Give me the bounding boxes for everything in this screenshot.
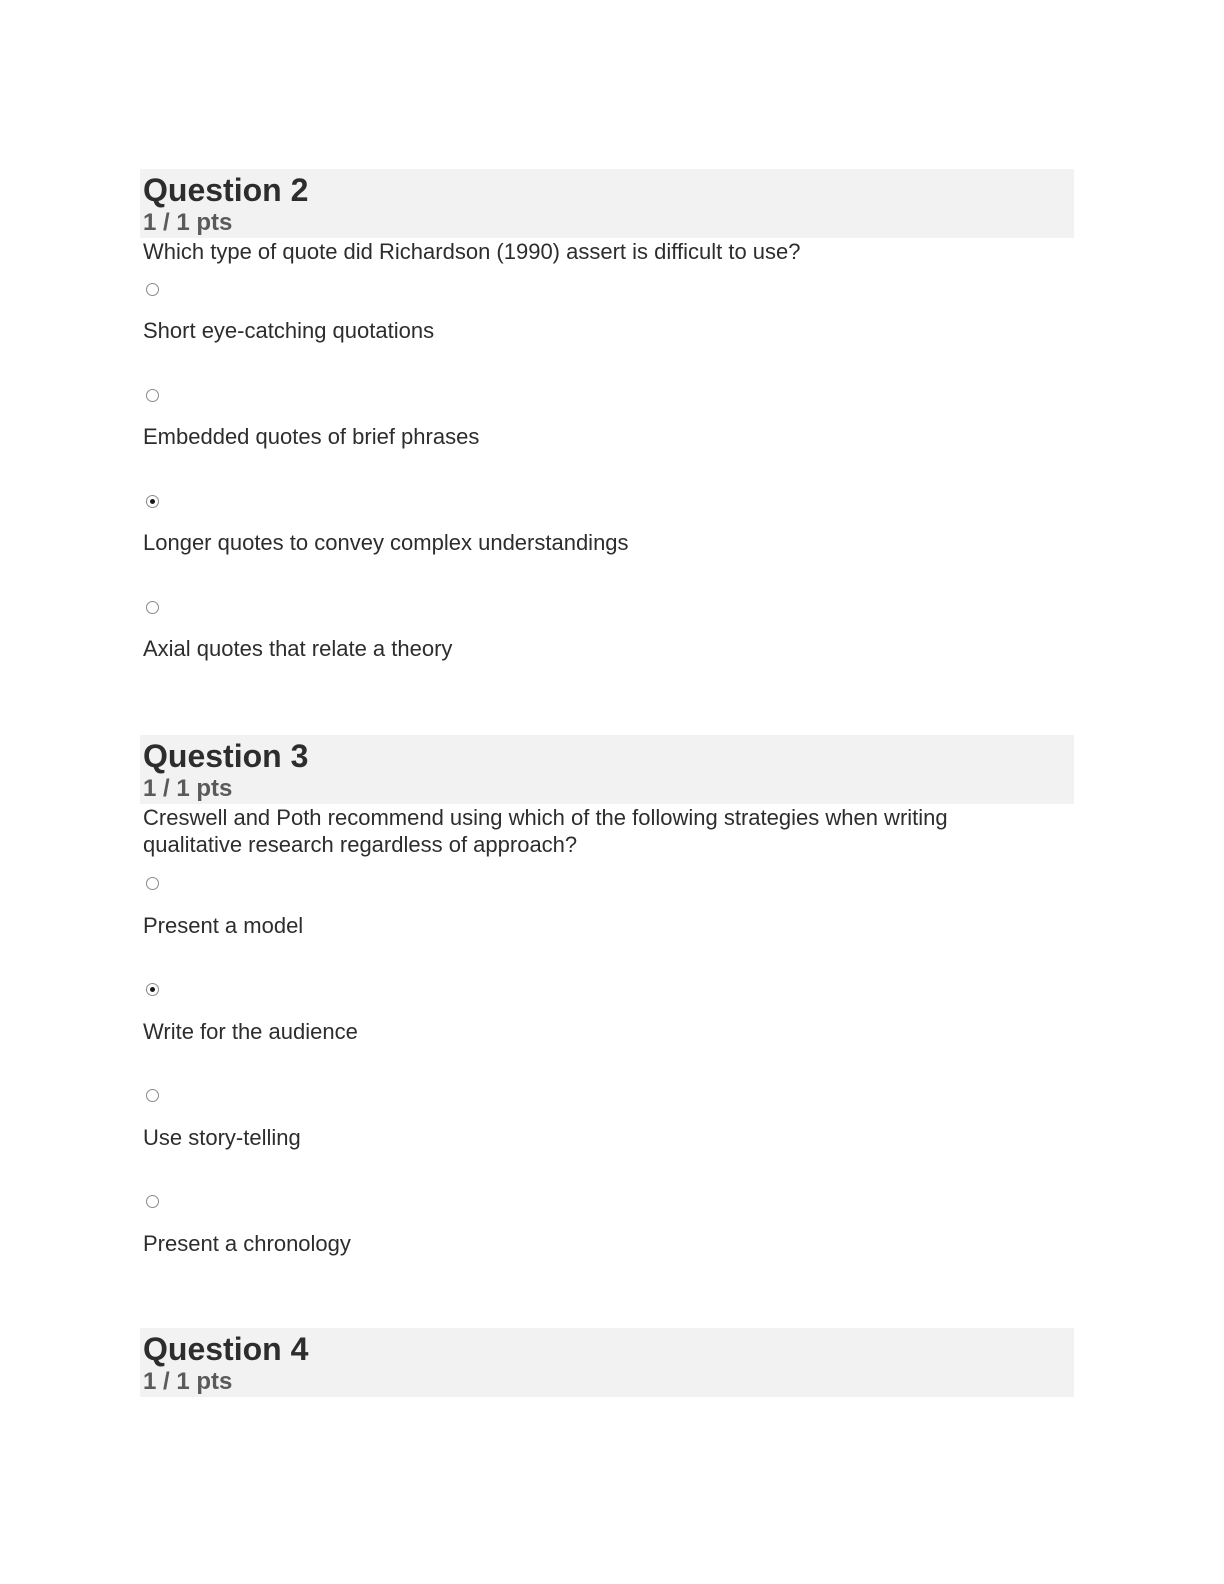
question-header — [140, 169, 1074, 238]
question-points: 1 / 1 pts — [143, 775, 233, 802]
question-text-line: qualitative research regardless of approach? — [143, 832, 578, 857]
radio-button[interactable] — [146, 389, 159, 402]
answer-option[interactable] — [143, 583, 1074, 689]
radio-button[interactable] — [146, 283, 159, 296]
radio-button-selected[interactable] — [146, 495, 159, 508]
question-title: Question 3 — [143, 738, 309, 774]
question-header — [140, 735, 1074, 804]
radio-button-selected[interactable] — [146, 983, 159, 996]
answer-label: Axial quotes that relate a theory — [143, 636, 453, 661]
question-header — [140, 1328, 1074, 1397]
radio-button[interactable] — [146, 601, 159, 614]
question-text — [140, 804, 1074, 858]
answer-label: Longer quotes to convey complex understandings — [143, 530, 629, 555]
answer-label: Use story-telling — [143, 1125, 301, 1150]
question-3 — [140, 735, 1074, 1282]
question-4 — [140, 1328, 1074, 1397]
question-text: Which type of quote did Richardson (1990) assert is difficult to use? — [143, 239, 801, 264]
answer-option[interactable] — [143, 964, 1074, 1070]
answer-option[interactable] — [143, 371, 1074, 477]
question-text-line: Creswell and Poth recommend using which of the following strategies when writing — [143, 805, 948, 830]
answer-option[interactable] — [143, 1176, 1074, 1282]
answer-option[interactable] — [143, 477, 1074, 583]
answer-option[interactable] — [143, 265, 1074, 371]
question-2 — [140, 169, 1074, 689]
radio-button[interactable] — [146, 1089, 159, 1102]
answer-label: Present a model — [143, 913, 304, 938]
radio-button[interactable] — [146, 1195, 159, 1208]
answer-list — [140, 858, 1074, 1282]
question-title: Question 2 — [143, 172, 309, 208]
question-points: 1 / 1 pts — [143, 1368, 233, 1395]
question-points: 1 / 1 pts — [143, 209, 233, 236]
question-title: Question 4 — [143, 1331, 309, 1367]
answer-label: Short eye-catching quotations — [143, 318, 435, 343]
answer-option[interactable] — [143, 1070, 1074, 1176]
answer-list — [140, 265, 1074, 689]
radio-button[interactable] — [146, 877, 159, 890]
answer-label: Write for the audience — [143, 1019, 358, 1044]
answer-label: Present a chronology — [143, 1231, 351, 1256]
answer-label: Embedded quotes of brief phrases — [143, 424, 480, 449]
answer-option[interactable] — [143, 858, 1074, 964]
